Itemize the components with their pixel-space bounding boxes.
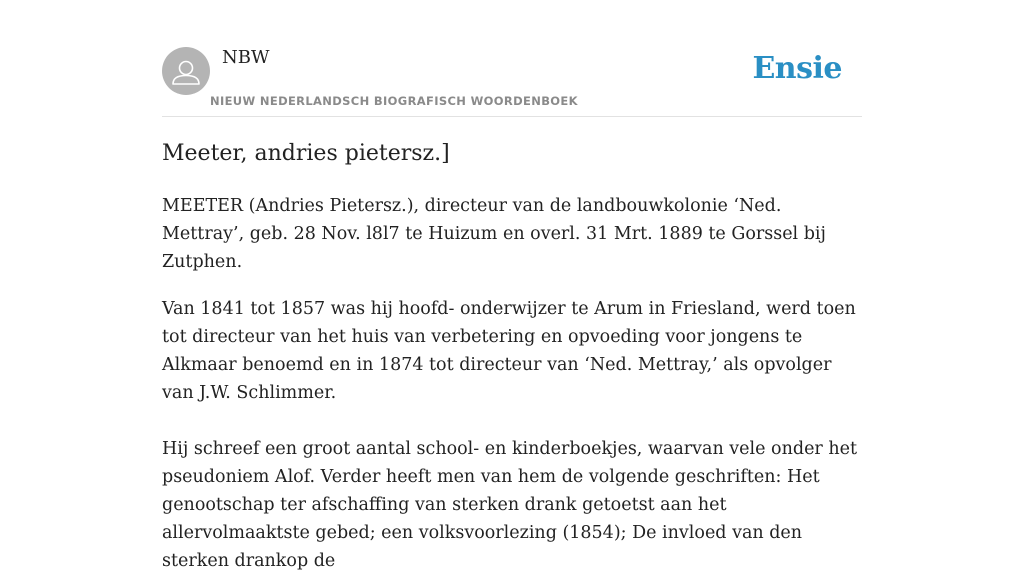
article-paragraph: MEETER (Andries Pietersz.), directeur van de landbouwkolonie ‘Ned. Mettray’, geb. 28 Nov. l8l7 te Huizum en overl. 31 Mrt. 1889 te Gorssel bij Zutphen.: [162, 196, 826, 272]
brand-logo[interactable]: Ensie: [752, 51, 842, 86]
header: [162, 0, 862, 117]
author-name[interactable]: NBW: [222, 47, 270, 68]
user-icon: [162, 47, 210, 95]
article-paragraph: Van 1841 tot 1857 was hij hoofd- onderwijzer te Arum in Friesland, werd toen tot directeur van het huis van verbetering en opvoeding voor jongens te Alkmaar benoemd en in 1874 tot directeur van ‘Ned. Mettray,’ als opvolger van J.W. Schlimmer.: [162, 299, 856, 403]
source-subtitle: NIEUW NEDERLANDSCH BIOGRAFISCH WOORDENBOEK: [210, 94, 578, 108]
avatar[interactable]: [162, 47, 210, 95]
article-title: Meeter, andries pietersz.]: [162, 141, 450, 166]
article-paragraph: Hij schreef een groot aantal school- en kinderboekjes, waarvan vele onder het pseudoniem Alof. Verder heeft men van hem de volgende geschriften: Het genootschap ter afschaffing van sterken drank getoetst aan het allervolmaaktste gebed; een volksvoorlezing (1854); De invloed van den sterken drankop de: [162, 439, 858, 571]
article: [162, 138, 862, 575]
